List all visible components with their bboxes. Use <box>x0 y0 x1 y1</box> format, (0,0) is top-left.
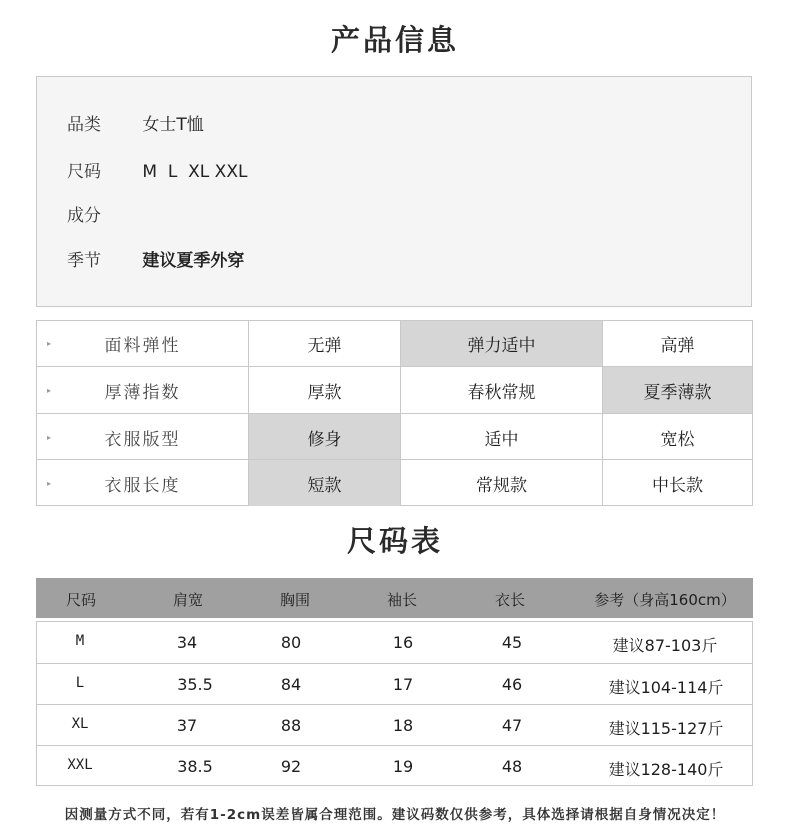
info-row-material <box>67 202 142 230</box>
attribute-grid <box>36 320 753 506</box>
attr-row-length <box>37 459 752 506</box>
size-chart-title: 尺码表 <box>346 524 443 558</box>
attr-option: 适中 <box>400 414 602 460</box>
table-row <box>37 622 752 663</box>
table-cell: 34 <box>176 633 198 652</box>
info-label: 季节 <box>67 251 101 271</box>
column-header: 尺码 <box>65 591 97 609</box>
table-cell: M <box>75 633 85 649</box>
table-cell: 建议128-140斤 <box>608 760 724 779</box>
attr-option: 无弹 <box>248 321 400 366</box>
attr-label-cell <box>37 321 248 366</box>
info-label: 尺码 <box>67 162 101 182</box>
attr-label: 衣服长度 <box>104 475 181 496</box>
size-table-header <box>36 578 753 618</box>
table-cell: 38.5 <box>177 757 213 776</box>
product-info-title: 产品信息 <box>330 23 459 57</box>
bullet-arrow-icon: ▸ <box>47 339 54 348</box>
attr-option-selected: 修身 <box>248 414 400 460</box>
attr-label: 衣服版型 <box>104 429 181 450</box>
attr-row-thickness <box>37 366 752 414</box>
attr-label-cell <box>37 460 248 506</box>
attr-option: 厚款 <box>248 367 400 414</box>
info-value: M L XL XXL <box>142 162 248 182</box>
table-cell: 47 <box>501 716 523 735</box>
table-cell: 88 <box>280 716 302 735</box>
table-cell: XL <box>71 716 89 732</box>
table-cell: 建议115-127斤 <box>608 719 724 738</box>
table-row <box>37 704 752 746</box>
bullet-arrow-icon: ▸ <box>47 432 54 442</box>
attr-option: 常规款 <box>400 460 602 506</box>
table-cell: XXL <box>67 757 93 773</box>
info-row-category <box>67 111 204 139</box>
attr-row-fit <box>37 413 752 460</box>
table-cell: 35.5 <box>177 675 213 694</box>
info-label: 成分 <box>67 206 101 226</box>
table-cell: 48 <box>501 757 523 776</box>
attr-label: 厚薄指数 <box>104 383 181 403</box>
column-header: 肩宽 <box>172 591 204 609</box>
info-value: 建议夏季外穿 <box>142 251 245 271</box>
table-cell: 37 <box>176 716 198 735</box>
table-row <box>37 663 752 705</box>
table-cell: 16 <box>392 633 414 652</box>
attr-label: 面料弹性 <box>104 336 181 356</box>
attr-option-selected: 短款 <box>248 460 400 506</box>
table-cell: L <box>75 675 85 691</box>
info-row-season <box>67 247 244 275</box>
table-cell: 84 <box>280 675 302 694</box>
size-table-body <box>36 621 753 786</box>
table-cell: 17 <box>392 675 414 694</box>
table-cell: 92 <box>280 757 302 776</box>
measurement-disclaimer: 因测量方式不同，若有1-2cm误差皆属合理范围。建议码数仅供参考，具体选择请根据自身情况决定！ <box>64 807 726 823</box>
attr-row-elasticity <box>37 321 752 366</box>
table-cell: 18 <box>392 716 414 735</box>
column-header: 胸围 <box>279 591 311 609</box>
table-cell: 建议87-103斤 <box>612 636 718 655</box>
table-row <box>37 745 752 787</box>
column-header: 参考（身高160cm） <box>594 591 736 609</box>
attr-label-cell <box>37 367 248 414</box>
table-cell: 19 <box>392 757 414 776</box>
attr-option: 中长款 <box>602 460 752 506</box>
table-cell: 46 <box>501 675 523 694</box>
info-label: 品类 <box>67 115 101 135</box>
table-cell: 80 <box>280 633 302 652</box>
attr-label-cell <box>37 414 248 460</box>
table-cell: 45 <box>501 633 523 652</box>
attr-option-selected: 夏季薄款 <box>602 367 752 414</box>
bullet-arrow-icon: ▸ <box>47 386 54 395</box>
bullet-arrow-icon: ▸ <box>47 478 54 488</box>
attr-option: 高弹 <box>602 321 752 366</box>
table-cell: 建议104-114斤 <box>608 678 724 697</box>
column-header: 衣长 <box>494 591 526 609</box>
attr-option-selected: 弹力适中 <box>400 321 602 366</box>
attr-option: 春秋常规 <box>400 367 602 414</box>
product-info-box <box>36 76 752 307</box>
attr-option: 宽松 <box>602 414 752 460</box>
info-row-size <box>67 158 247 186</box>
column-header: 袖长 <box>386 591 418 609</box>
info-value: 女士T恤 <box>142 115 204 135</box>
